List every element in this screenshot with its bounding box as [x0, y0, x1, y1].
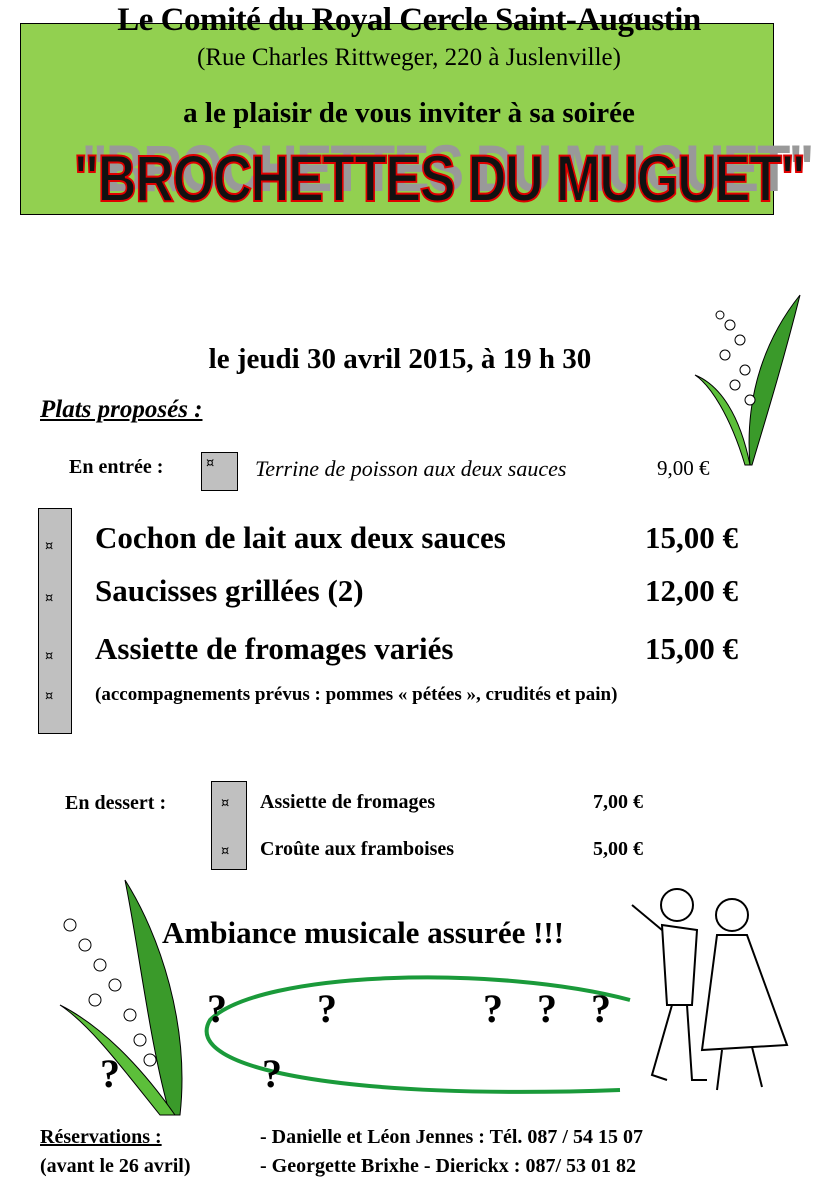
bullet: ¤: [45, 689, 54, 704]
reservation-contact: - Georgette Brixhe - Dierickx : 087/ 53 01 82: [260, 1155, 637, 1177]
question-mark: ?: [317, 986, 337, 1031]
lily-of-the-valley-icon: [690, 285, 815, 470]
event-date: le jeudi 30 avril 2015, à 19 h 30: [208, 343, 592, 375]
dessert-bullet-box: [211, 781, 247, 870]
dessert-name: Assiette de fromages: [260, 791, 436, 813]
sides-note: (accompagnements prévus : pommes « pétées », crudités et pain): [95, 684, 618, 705]
event-title: "BROCHETTES DU MUGUET": [73, 141, 805, 215]
dancing-couple-icon: [612, 875, 802, 1100]
main-dish-price: 15,00 €: [645, 520, 738, 555]
question-mark: ?: [483, 986, 503, 1031]
main-dish-name: Cochon de lait aux deux sauces: [95, 520, 506, 555]
invite-text: a le plaisir de vous inviter à sa soirée: [183, 97, 635, 129]
main-dish-price: 12,00 €: [645, 573, 738, 608]
menu-heading: Plats proposés :: [40, 396, 203, 423]
starter-bullet-box: [201, 452, 238, 491]
question-mark: ?: [262, 1051, 282, 1096]
organizer-title: Le Comité du Royal Cercle Saint-Augustin: [117, 2, 701, 38]
main-dish-name: Assiette de fromages variés: [95, 631, 454, 666]
bullet: ¤: [221, 796, 230, 811]
dessert-name: Croûte aux framboises: [260, 838, 455, 860]
mains-bullet-box: [38, 508, 72, 734]
question-mark: ?: [537, 986, 557, 1031]
bullet: ¤: [45, 539, 54, 554]
bullet: ¤: [45, 649, 54, 664]
main-dish-name: Saucisses grillées (2): [95, 573, 364, 608]
bullet: ¤: [206, 456, 215, 471]
starter-name: Terrine de poisson aux deux sauces: [255, 456, 567, 481]
reservations-deadline: (avant le 26 avril): [40, 1155, 191, 1177]
reservations-label: Réservations :: [40, 1126, 162, 1148]
starter-price: 9,00 €: [657, 456, 710, 480]
question-mark: ?: [100, 1051, 120, 1096]
dessert-price: 7,00 €: [593, 791, 643, 813]
dessert-price: 5,00 €: [593, 838, 643, 860]
address: (Rue Charles Rittweger, 220 à Juslenville): [197, 44, 621, 71]
question-mark: ?: [591, 986, 611, 1031]
main-dish-price: 15,00 €: [645, 631, 738, 666]
bullet: ¤: [221, 844, 230, 859]
lily-of-the-valley-icon: [40, 875, 200, 1120]
dessert-label: En dessert :: [65, 792, 167, 814]
reservation-contact: - Danielle et Léon Jennes : Tél. 087 / 54 15 07: [260, 1126, 643, 1148]
bullet: ¤: [45, 591, 54, 606]
question-mark: ?: [207, 986, 227, 1031]
starter-label: En entrée :: [69, 456, 164, 478]
music-text: Ambiance musicale assurée !!!: [162, 915, 565, 950]
